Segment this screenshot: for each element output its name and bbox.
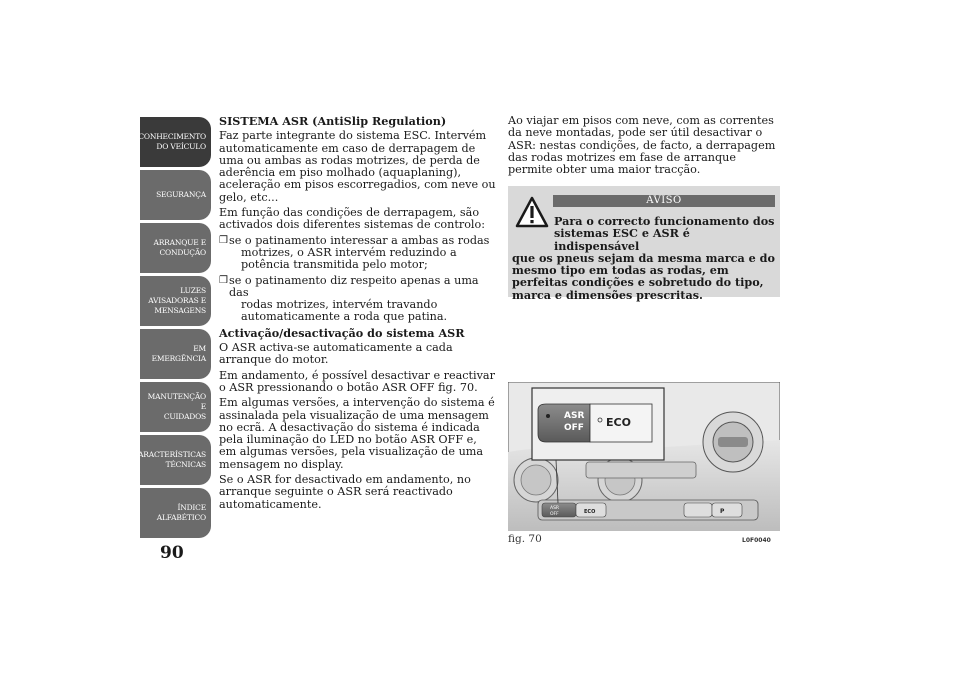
right-column xyxy=(508,115,780,179)
section-title: SISTEMA ASR (AntiSlip Regulation) xyxy=(219,114,447,128)
warning-lead: Para o correcto funcionamento dos sistemas ESC e ASR é indispensável xyxy=(554,214,775,253)
checkbox-bullet-icon: ❒ xyxy=(219,274,228,286)
tab-caracteristicas-tecnicas[interactable]: CARACTERÍSTICAS TÉCNICAS xyxy=(140,435,211,485)
list-item-text: motrizes, o ASR intervém reduzindo a potência transmitida pelo motor; xyxy=(241,245,457,272)
paragraph: Em função das condições de derrapagem, são activados dois diferentes sistemas de controlo: xyxy=(219,206,486,232)
tab-manutencao-e-cuidados[interactable]: MANUTENÇÃO E CUIDADOS xyxy=(140,382,211,432)
list-item-text: rodas motrizes, intervém travando automaticamente a roda que patina. xyxy=(241,298,448,324)
small-p-label: P xyxy=(720,508,725,515)
figure-code: L0F0040 xyxy=(742,537,771,544)
figure-caption: fig. 70 xyxy=(508,533,542,545)
off-button-label: OFF xyxy=(564,423,584,433)
asr-button-label: ASR xyxy=(564,411,585,421)
tab-luzes-avisadoras[interactable]: LUZES AVISADORAS E MENSAGENS xyxy=(140,276,211,326)
left-column xyxy=(219,115,497,514)
subsection-title: Activação/desactivação do sistema ASR xyxy=(219,325,465,340)
tab-conhecimento-do-veiculo[interactable]: CONHECIMENTO DO VEÍCULO xyxy=(140,117,211,167)
paragraph: O ASR activa-se automaticamente a cada arranque do motor. xyxy=(219,341,453,367)
warning-text xyxy=(512,215,776,301)
figure-dashboard-asr-button xyxy=(508,382,780,531)
tab-indice-alfabetico[interactable]: ÍNDICE ALFABÉTICO xyxy=(140,488,211,538)
paragraph: Faz parte integrante do sistema ESC. Intervém automaticamente em caso de derrapagem de uma ou ambas as rodas motrizes, de perda de aderência em piso molhado (aquaplaning), aceleração em pisos escorregadios, com neve ou gelo, etc... xyxy=(219,129,496,204)
warning-box xyxy=(508,186,780,302)
list-item-text: se o patinamento diz respeito apenas a uma das xyxy=(229,273,479,299)
small-eco-label: ECO xyxy=(584,509,596,515)
tab-arranque-e-conducao[interactable]: ARRANQUE E CONDUÇÃO xyxy=(140,223,211,273)
paragraph: Ao viajar em pisos com neve, com as correntes da neve montadas, pode ser útil desactivar o ASR: nestas condições, de facto, a derrapagem das rodas motrizes em fase de arranque permite obter uma maior tracção. xyxy=(508,114,776,177)
page-number: 90 xyxy=(160,543,184,563)
list-item-text: se o patinamento interessar a ambas as rodas xyxy=(229,233,490,247)
tab-seguranca[interactable]: SEGURANÇA xyxy=(140,170,211,220)
warning-header: AVISO xyxy=(553,195,775,207)
eco-button-label: ECO xyxy=(606,416,631,429)
small-asr-label: ASR xyxy=(550,506,560,511)
small-off-label: OFF xyxy=(550,512,559,517)
warning-body: que os pneus sejam da mesma marca e do mesmo tipo em todas as rodas, em perfeitas condições e sobretudo do tipo, marca e dimensões prescritas. xyxy=(512,250,775,302)
tab-em-emergencia[interactable]: EM EMERGÊNCIA xyxy=(140,329,211,379)
paragraph: Em andamento, é possível desactivar e reactivar o ASR pressionando o botão ASR OFF fig. 70. xyxy=(219,368,495,394)
paragraph: Em algumas versões, a intervenção do sistema é assinalada pela visualização de uma mensagem no ecrã. A desactivação do sistema é indicada pela iluminação do LED no botão ASR OFF e, em algumas versões, pela visualização de uma mensagem no display. xyxy=(219,396,495,471)
checkbox-bullet-icon: ❒ xyxy=(219,234,228,246)
list-item xyxy=(219,235,497,272)
list-item xyxy=(219,275,497,324)
paragraph: Se o ASR for desactivado em andamento, no arranque seguinte o ASR será reactivado automaticamente. xyxy=(219,473,471,511)
